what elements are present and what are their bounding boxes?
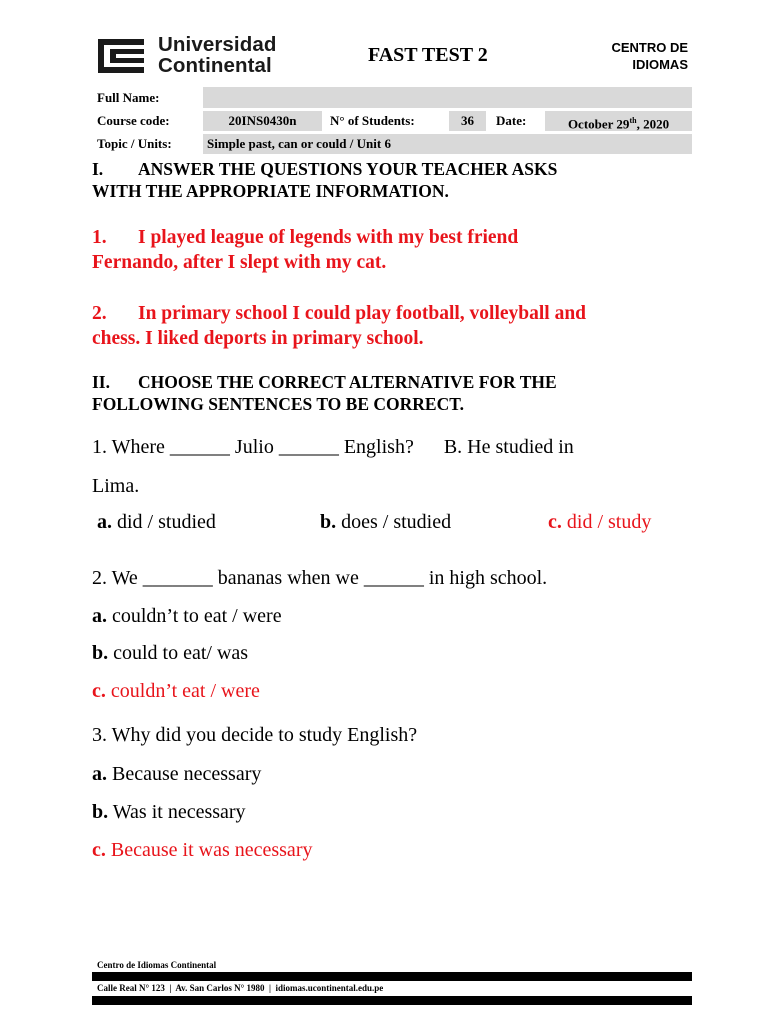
q3-option-a[interactable]: a. Because necessary xyxy=(92,763,262,785)
students-label: N° of Students: xyxy=(330,113,415,128)
answer-2: 2. In primary school I could play football, volleyball and chess. I liked deports in primary school. xyxy=(92,303,587,349)
answer-1: 1. I played league of legends with my best friend Fernando, after I slept with my cat. xyxy=(92,227,519,273)
full-name-field[interactable] xyxy=(203,87,692,108)
question-3: 3. Why did you decide to study English? xyxy=(92,724,418,746)
q3-option-b[interactable]: b. Was it necessary xyxy=(92,801,246,823)
footer-org: Centro de Idiomas Continental xyxy=(97,960,217,970)
q1-option-b[interactable]: b. does / studied xyxy=(320,511,452,533)
q1-option-c[interactable]: c. did / study xyxy=(548,511,652,533)
q1-option-a[interactable]: a. did / studied xyxy=(97,511,216,533)
q3-option-c[interactable]: c. Because it was necessary xyxy=(92,839,313,861)
date-label: Date: xyxy=(496,113,527,128)
date-value: October 29th, 2020 xyxy=(545,111,692,131)
topic-value: Simple past, can or could / Unit 6 xyxy=(203,134,692,154)
topic-label: Topic / Units: xyxy=(97,136,172,151)
logo-line-1: Universidad xyxy=(158,33,277,56)
footer-divider-top xyxy=(92,972,692,981)
students-value: 36 xyxy=(449,111,486,131)
logo-line-2: Continental xyxy=(158,54,272,77)
footer-address: Calle Real N° 123 | Av. San Carlos N° 1980 | idiomas.ucontinental.edu.pe xyxy=(97,983,384,993)
q2-option-b[interactable]: b. could to eat/ was xyxy=(92,642,249,664)
university-name xyxy=(158,34,276,76)
centro-idiomas-label xyxy=(580,39,688,73)
q2-option-c[interactable]: c. couldn’t eat / were xyxy=(92,680,260,702)
centro-line-2: IDIOMAS xyxy=(632,57,688,72)
course-code-value: 20INS0430n xyxy=(203,111,322,131)
full-name-label: Full Name: xyxy=(97,90,160,105)
test-title: FAST TEST 2 xyxy=(368,44,488,66)
section-1-heading: I. ANSWER THE QUESTIONS YOUR TEACHER ASKS WITH THE APPROPRIATE INFORMATION. xyxy=(92,159,558,201)
q2-option-a[interactable]: a. couldn’t to eat / were xyxy=(92,605,282,627)
question-1-continued: Lima. xyxy=(92,475,140,497)
section-2-heading: II. CHOOSE THE CORRECT ALTERNATIVE FOR THE FOLLOWING SENTENCES TO BE CORRECT. xyxy=(92,372,557,414)
course-code-label: Course code: xyxy=(97,113,170,128)
footer-divider-bottom xyxy=(92,996,692,1005)
university-logo xyxy=(92,35,152,77)
question-1: 1. Where ______ Julio ______ English? B. He studied in xyxy=(92,436,574,458)
centro-line-1: CENTRO DE xyxy=(611,40,688,55)
question-2: 2. We _______ bananas when we ______ in high school. xyxy=(92,567,548,589)
